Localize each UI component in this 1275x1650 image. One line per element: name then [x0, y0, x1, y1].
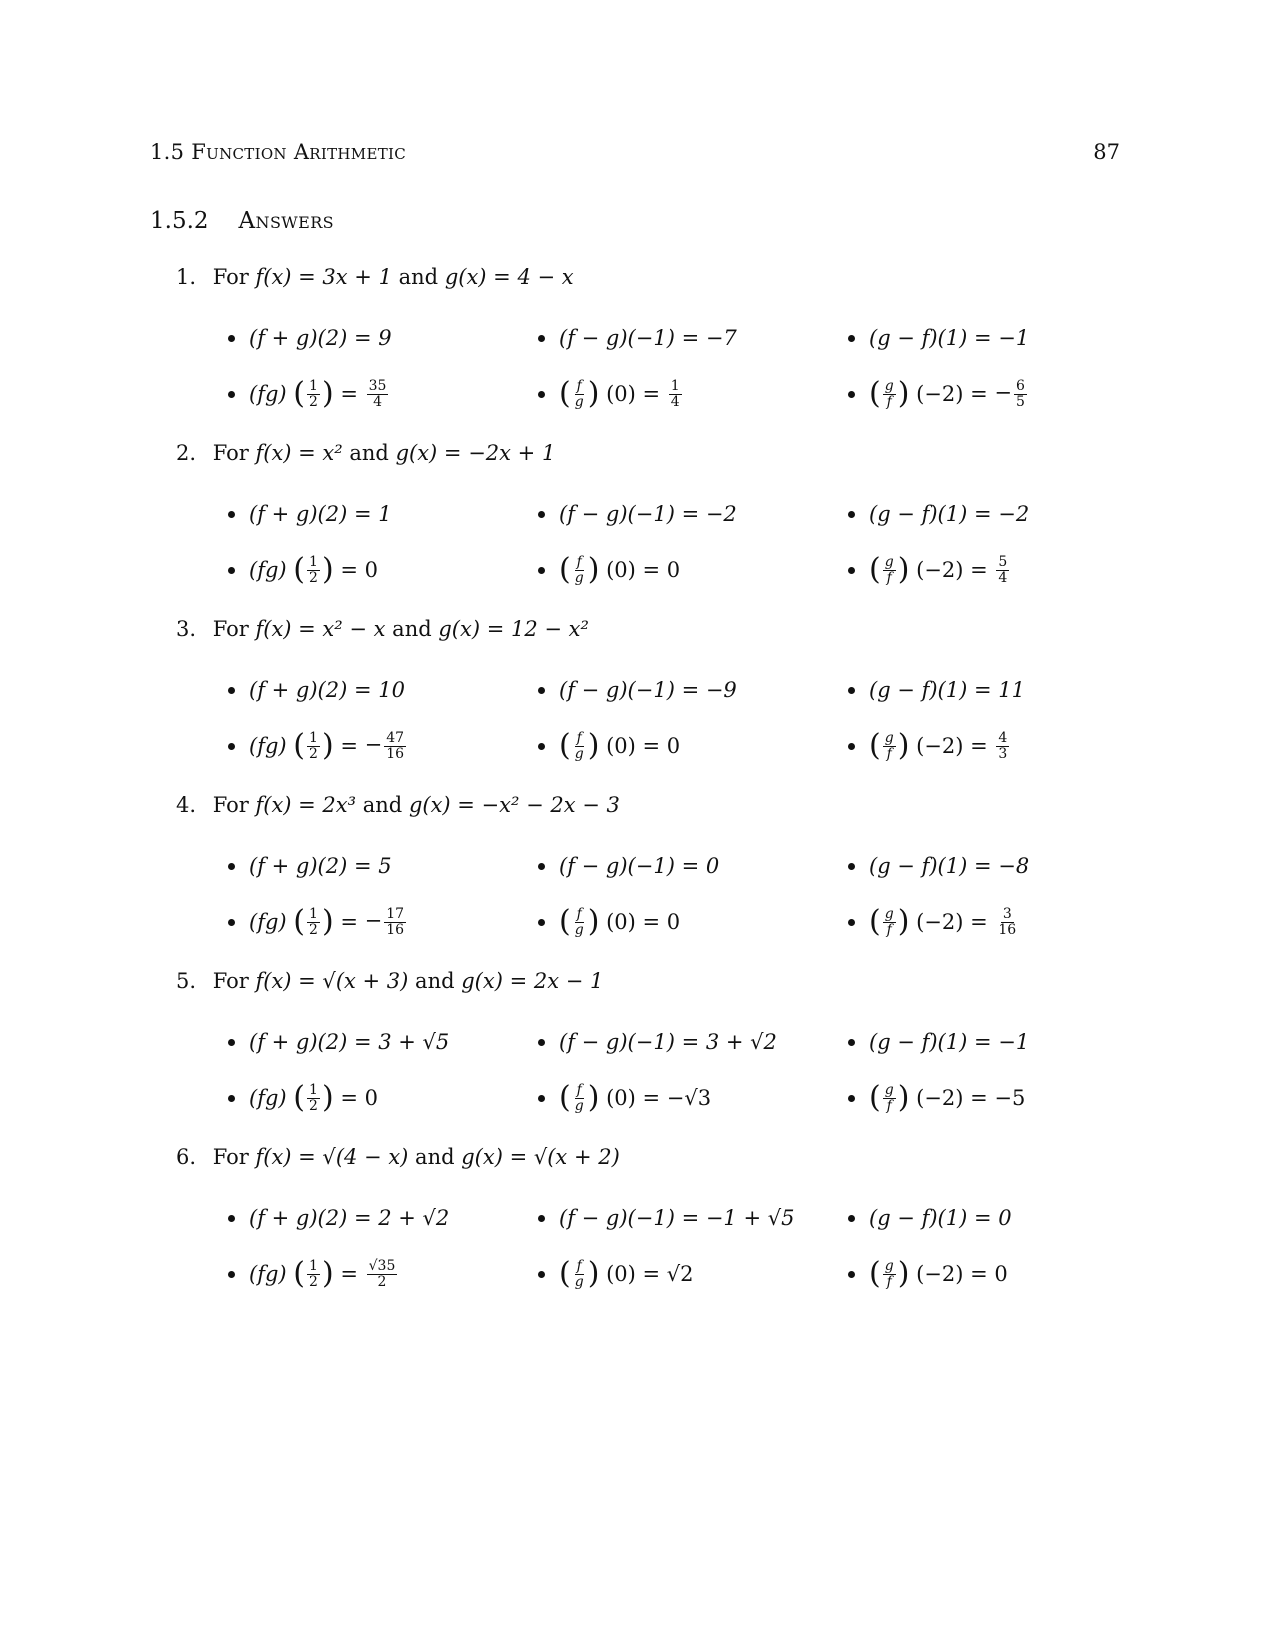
bullet-icon	[848, 687, 855, 694]
f-over-g: $\frac{f}{g}$	[574, 1081, 584, 1114]
paren-open: (	[559, 552, 571, 587]
paren-close: )	[321, 904, 334, 939]
g-definition: g(x) = 2x − 1	[461, 969, 604, 993]
problem-number: 1.	[176, 265, 197, 289]
answer-difference	[538, 1014, 848, 1070]
answer-sum	[228, 838, 538, 894]
difference-result: (f − g)(−1) = −7	[559, 326, 737, 350]
product-lhs: (fg)	[249, 558, 287, 582]
product-result: − $\frac{17}{16}$	[364, 905, 405, 938]
bullet-icon	[538, 391, 545, 398]
paren-close: )	[587, 376, 600, 411]
answer-product: (fg) ( $\frac{1}{2}$ ) = 0	[228, 542, 538, 598]
answer-product: (fg) ( $\frac{1}{2}$ ) = $\frac{√35}{2}$	[228, 1246, 538, 1302]
answer-quotient: ( $\frac{f}{g}$ ) (0) = √2	[538, 1246, 848, 1302]
bullet-icon	[538, 1271, 545, 1278]
paren-close: )	[587, 904, 600, 939]
f-over-g: $\frac{f}{g}$	[574, 553, 584, 586]
answers-grid	[228, 486, 1108, 598]
paren-open: (	[869, 1256, 881, 1291]
product-result: 0	[364, 558, 378, 582]
sum-result: (f + g)(2) = 2 + √2	[249, 1206, 450, 1230]
problem-number: 4.	[176, 793, 197, 817]
answer-difference	[538, 662, 848, 718]
bullet-icon	[228, 1039, 235, 1046]
section-title: Answers	[238, 208, 335, 234]
and-word: and	[349, 441, 389, 465]
bullet-icon	[848, 1215, 855, 1222]
bullet-icon	[228, 863, 235, 870]
answer-quotient: ( $\frac{f}{g}$ ) (0) = 0	[538, 718, 848, 774]
for-word: For	[212, 441, 249, 465]
product-result: $\frac{35}{4}$	[368, 377, 387, 410]
problem-statement	[176, 256, 1076, 298]
bullet-icon	[228, 1271, 235, 1278]
g-definition: g(x) = √(x + 2)	[461, 1145, 620, 1169]
bullet-icon	[228, 743, 235, 750]
paren-open: (	[559, 1256, 571, 1291]
difference-result: (f − g)(−1) = −9	[559, 678, 737, 702]
answer-reverse-quotient: ( $\frac{g}{f}$ ) (−2) = − $\frac{6}{5}$	[848, 366, 1108, 422]
product-lhs: (fg)	[249, 1086, 287, 1110]
answer-quotient: ( $\frac{f}{g}$ ) (0) = 0	[538, 894, 848, 950]
paren-open: (	[869, 552, 881, 587]
quotient-result: 0	[666, 558, 681, 582]
answers-grid	[228, 662, 1108, 774]
problem-number: 3.	[176, 617, 197, 641]
quotient-result: 0	[666, 910, 681, 934]
answer-list	[176, 256, 1076, 1312]
answer-product: (fg) ( $\frac{1}{2}$ ) = 0	[228, 1070, 538, 1126]
reverse-difference-result: (g − f)(1) = −1	[869, 326, 1030, 350]
bullet-icon	[848, 391, 855, 398]
section-heading	[150, 208, 334, 234]
paren-close: )	[321, 552, 334, 587]
problem	[176, 608, 1076, 784]
bullet-icon	[228, 511, 235, 518]
paren-open: (	[869, 904, 881, 939]
paren-close: )	[587, 552, 600, 587]
answer-reverse-difference	[848, 486, 1108, 542]
and-word: and	[362, 793, 403, 817]
reverse-quotient-result: −5	[994, 1086, 1026, 1110]
product-result: − $\frac{47}{16}$	[364, 729, 405, 762]
bullet-icon	[228, 1215, 235, 1222]
problem	[176, 432, 1076, 608]
sum-result: (f + g)(2) = 9	[249, 326, 392, 350]
answer-reverse-difference	[848, 838, 1108, 894]
reverse-quotient-result: $\frac{4}{3}$	[998, 729, 1008, 762]
answer-product: (fg) ( $\frac{1}{2}$ ) = − $\frac{17}{16}$	[228, 894, 538, 950]
bullet-icon	[848, 743, 855, 750]
for-word: For	[212, 1145, 249, 1169]
g-definition: g(x) = 4 − x	[444, 265, 574, 289]
bullet-icon	[228, 919, 235, 926]
answer-sum	[228, 310, 538, 366]
problem	[176, 256, 1076, 432]
answer-quotient: ( $\frac{f}{g}$ ) (0) = 0	[538, 542, 848, 598]
for-word: For	[212, 793, 249, 817]
and-word: and	[392, 617, 432, 641]
g-over-f: $\frac{g}{f}$	[884, 905, 894, 938]
f-definition: f(x) = 2x³	[255, 793, 357, 817]
bullet-icon	[228, 687, 235, 694]
bullet-icon	[848, 1039, 855, 1046]
bullet-icon	[538, 1039, 545, 1046]
and-word: and	[415, 1145, 455, 1169]
paren-close: )	[321, 376, 334, 411]
answer-sum	[228, 662, 538, 718]
bullet-icon	[228, 391, 235, 398]
answer-sum	[228, 486, 538, 542]
bullet-icon	[538, 743, 545, 750]
paren-close: )	[897, 1256, 910, 1291]
problem	[176, 960, 1076, 1136]
product-lhs: (fg)	[249, 734, 287, 758]
answers-grid	[228, 838, 1108, 950]
g-definition: g(x) = −2x + 1	[395, 441, 556, 465]
paren-open: (	[559, 1080, 571, 1115]
sum-result: (f + g)(2) = 10	[249, 678, 405, 702]
problem-statement	[176, 608, 1076, 650]
running-head	[150, 140, 1120, 164]
for-word: For	[212, 265, 249, 289]
half-fraction: $\frac{1}{2}$	[309, 1257, 318, 1290]
paren-close: )	[897, 728, 910, 763]
paren-open: (	[293, 904, 306, 939]
answer-reverse-quotient: ( $\frac{g}{f}$ ) (−2) = −5	[848, 1070, 1108, 1126]
paren-close: )	[321, 1256, 334, 1291]
product-result: 0	[364, 1086, 378, 1110]
paren-open: (	[559, 904, 571, 939]
answers-grid	[228, 1014, 1108, 1126]
for-word: For	[212, 617, 249, 641]
reverse-difference-result: (g − f)(1) = −8	[869, 854, 1030, 878]
bullet-icon	[228, 1095, 235, 1102]
g-definition: g(x) = 12 − x²	[438, 617, 589, 641]
answer-quotient: ( $\frac{f}{g}$ ) (0) = $\frac{1}{4}$	[538, 366, 848, 422]
g-definition: g(x) = −x² − 2x − 3	[408, 793, 620, 817]
answer-product: (fg) ( $\frac{1}{2}$ ) = − $\frac{47}{16}$	[228, 718, 538, 774]
product-lhs: (fg)	[249, 1262, 287, 1286]
paren-open: (	[559, 728, 571, 763]
answer-difference	[538, 1190, 848, 1246]
bullet-icon	[538, 919, 545, 926]
paren-close: )	[587, 728, 600, 763]
paren-close: )	[587, 1080, 600, 1115]
paren-open: (	[293, 552, 306, 587]
bullet-icon	[228, 567, 235, 574]
bullet-icon	[538, 863, 545, 870]
bullet-icon	[538, 511, 545, 518]
answer-sum	[228, 1014, 538, 1070]
paren-close: )	[897, 1080, 910, 1115]
paren-close: )	[897, 904, 910, 939]
answer-reverse-difference	[848, 1190, 1108, 1246]
paren-close: )	[897, 376, 910, 411]
quotient-result: 0	[666, 734, 681, 758]
g-over-f: $\frac{g}{f}$	[884, 729, 894, 762]
f-definition: f(x) = √(x + 3)	[255, 969, 409, 993]
answers-grid	[228, 1190, 1108, 1302]
problem-statement	[176, 960, 1076, 1002]
f-definition: f(x) = x² − x	[255, 617, 386, 641]
and-word: and	[415, 969, 455, 993]
sum-result: (f + g)(2) = 3 + √5	[249, 1030, 450, 1054]
problem	[176, 784, 1076, 960]
page-number: 87	[1093, 140, 1120, 164]
difference-result: (f − g)(−1) = −2	[559, 502, 737, 526]
paren-open: (	[869, 728, 881, 763]
g-over-f: $\frac{g}{f}$	[884, 377, 894, 410]
bullet-icon	[538, 687, 545, 694]
quotient-result: $\frac{1}{4}$	[670, 377, 680, 410]
reverse-difference-result: (g − f)(1) = −2	[869, 502, 1030, 526]
bullet-icon	[848, 511, 855, 518]
f-definition: f(x) = √(4 − x)	[255, 1145, 409, 1169]
quotient-result: √2	[666, 1262, 694, 1286]
g-over-f: $\frac{g}{f}$	[884, 1257, 894, 1290]
problem-number: 6.	[176, 1145, 197, 1169]
bullet-icon	[848, 1095, 855, 1102]
f-definition: f(x) = 3x + 1	[255, 265, 392, 289]
half-fraction: $\frac{1}{2}$	[309, 729, 318, 762]
f-over-g: $\frac{f}{g}$	[574, 377, 584, 410]
problem	[176, 1136, 1076, 1312]
paren-open: (	[559, 376, 571, 411]
product-lhs: (fg)	[249, 910, 287, 934]
problem-statement	[176, 432, 1076, 474]
reverse-quotient-result: $\frac{5}{4}$	[998, 553, 1008, 586]
answer-reverse-quotient: ( $\frac{g}{f}$ ) (−2) = $\frac{5}{4}$	[848, 542, 1108, 598]
reverse-quotient-result: − $\frac{6}{5}$	[994, 377, 1025, 410]
problem-statement	[176, 784, 1076, 826]
bullet-icon	[848, 335, 855, 342]
paren-close: )	[897, 552, 910, 587]
paren-open: (	[293, 376, 306, 411]
answer-difference	[538, 838, 848, 894]
sum-result: (f + g)(2) = 5	[249, 854, 392, 878]
bullet-icon	[538, 335, 545, 342]
problem-number: 2.	[176, 441, 197, 465]
g-over-f: $\frac{g}{f}$	[884, 1081, 894, 1114]
difference-result: (f − g)(−1) = 3 + √2	[559, 1030, 777, 1054]
reverse-quotient-result: 0	[994, 1262, 1008, 1286]
paren-close: )	[321, 728, 334, 763]
answer-quotient: ( $\frac{f}{g}$ ) (0) = −√3	[538, 1070, 848, 1126]
difference-result: (f − g)(−1) = −1 + √5	[559, 1206, 795, 1230]
f-over-g: $\frac{f}{g}$	[574, 905, 584, 938]
problem-statement	[176, 1136, 1076, 1178]
answer-reverse-difference	[848, 1014, 1108, 1070]
paren-open: (	[293, 1256, 306, 1291]
bullet-icon	[848, 567, 855, 574]
f-over-g: $\frac{f}{g}$	[574, 729, 584, 762]
quotient-result: −√3	[666, 1086, 712, 1110]
half-fraction: $\frac{1}{2}$	[309, 377, 318, 410]
answers-grid	[228, 310, 1108, 422]
bullet-icon	[848, 863, 855, 870]
for-word: For	[212, 969, 249, 993]
answer-sum	[228, 1190, 538, 1246]
bullet-icon	[228, 335, 235, 342]
paren-close: )	[321, 1080, 334, 1115]
answer-difference	[538, 486, 848, 542]
answer-reverse-quotient: ( $\frac{g}{f}$ ) (−2) = $\frac{4}{3}$	[848, 718, 1108, 774]
product-lhs: (fg)	[249, 382, 287, 406]
answer-product: (fg) ( $\frac{1}{2}$ ) = $\frac{35}{4}$	[228, 366, 538, 422]
bullet-icon	[538, 1215, 545, 1222]
section-running-title: 1.5 Function Arithmetic	[150, 140, 407, 164]
paren-open: (	[869, 1080, 881, 1115]
f-definition: f(x) = x²	[255, 441, 343, 465]
half-fraction: $\frac{1}{2}$	[309, 1081, 318, 1114]
paren-open: (	[293, 728, 306, 763]
paren-open: (	[869, 376, 881, 411]
half-fraction: $\frac{1}{2}$	[309, 905, 318, 938]
sum-result: (f + g)(2) = 1	[249, 502, 392, 526]
reverse-difference-result: (g − f)(1) = −1	[869, 1030, 1030, 1054]
and-word: and	[398, 265, 439, 289]
half-fraction: $\frac{1}{2}$	[309, 553, 318, 586]
product-result: $\frac{√35}{2}$	[368, 1257, 396, 1290]
paren-close: )	[587, 1256, 600, 1291]
answer-difference	[538, 310, 848, 366]
section-number: 1.5.2	[150, 208, 209, 234]
bullet-icon	[538, 1095, 545, 1102]
problem-number: 5.	[176, 969, 197, 993]
f-over-g: $\frac{f}{g}$	[574, 1257, 584, 1290]
reverse-difference-result: (g − f)(1) = 11	[869, 678, 1025, 702]
answer-reverse-difference	[848, 662, 1108, 718]
difference-result: (f − g)(−1) = 0	[559, 854, 720, 878]
reverse-difference-result: (g − f)(1) = 0	[869, 1206, 1012, 1230]
bullet-icon	[848, 919, 855, 926]
bullet-icon	[848, 1271, 855, 1278]
answer-reverse-quotient: ( $\frac{g}{f}$ ) (−2) = $\frac{3}{16}$	[848, 894, 1108, 950]
bullet-icon	[538, 567, 545, 574]
paren-open: (	[293, 1080, 306, 1115]
answer-reverse-quotient: ( $\frac{g}{f}$ ) (−2) = 0	[848, 1246, 1108, 1302]
g-over-f: $\frac{g}{f}$	[884, 553, 894, 586]
answer-reverse-difference	[848, 310, 1108, 366]
reverse-quotient-result: $\frac{3}{16}$	[998, 905, 1017, 938]
